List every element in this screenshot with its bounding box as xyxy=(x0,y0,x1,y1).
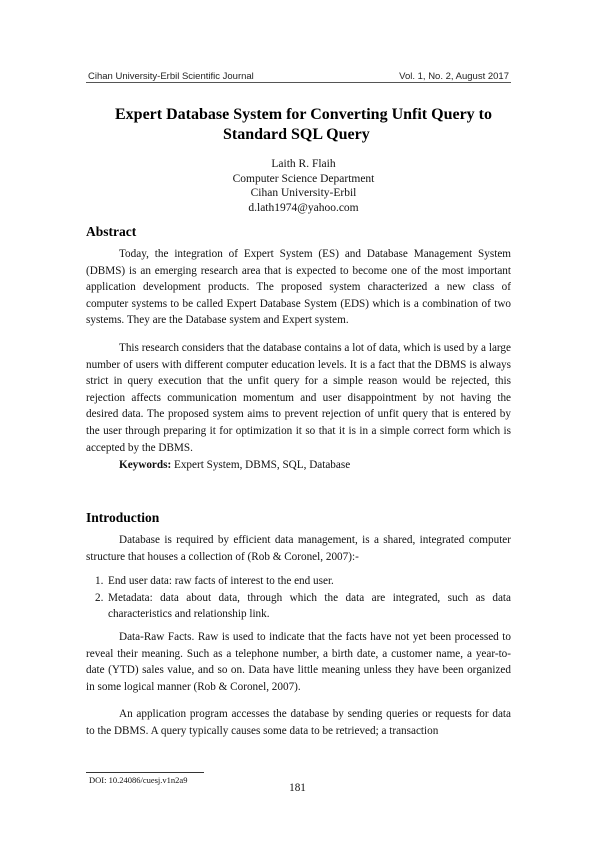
running-header xyxy=(86,66,511,83)
introduction-heading: Introduction xyxy=(86,510,160,525)
intro-paragraph-2: Data-Raw Facts. Raw is used to indicate that the facts have not yet been processed to reveal their meaning. Such as a telephone number, a birth date, a customer name, a year-to-date (YTD) sales value, and so on. Data have little meaning unless they have been organized in some logical manner (Rob & Coronel, 2007). xyxy=(86,631,511,693)
intro-paragraph-1: Database is required by efficient data management, is a shared, integrated computer structure that houses a collection of (Rob & Coronel, 2007):- xyxy=(86,534,511,563)
page-number: 181 xyxy=(289,782,306,794)
list-number: 2. xyxy=(95,591,104,604)
author-department: Computer Science Department xyxy=(232,172,375,185)
intro-paragraph-3: An application program accesses the database by sending queries or requests for data to the DBMS. A query typically causes some data to be retrieved; a transaction xyxy=(86,708,511,737)
keywords-label: Keywords: xyxy=(119,459,172,471)
list-item xyxy=(95,590,511,623)
author-name: Laith R. Flaih xyxy=(271,158,336,170)
keywords-text: Expert System, DBMS, SQL, Database xyxy=(174,459,351,471)
keywords-line xyxy=(119,459,350,471)
abstract-paragraph-2: This research considers that the database contains a lot of data, which is used by a large number of users with different computer education levels. It is a fact that the DBMS is always strict in query execution that the unfit query for a simple reason would be rejected, this rejection affects communication momentum and user disappointment by not having the desired data. The proposed system aims to prevent rejection of unfit query that is entered by the user through preparing it for optimization it so that it is in a simple correct form which is accepted by the DBMS. xyxy=(86,342,511,454)
list-number: 1. xyxy=(95,575,104,587)
intro-list xyxy=(86,573,511,623)
issue-info: Vol. 1, No. 2, August 2017 xyxy=(399,71,509,82)
list-text: Metadata: data about data, through which the data are integrated, such as data characteristics and relationship link. xyxy=(108,591,511,621)
paper-title xyxy=(86,105,511,145)
title-line-1: Expert Database System for Converting Unfit Query to xyxy=(115,106,492,123)
author-affiliation: Cihan University-Erbil xyxy=(250,187,357,199)
doi-footnote: DOI: 10.24086/cuesj.v1n2a9 xyxy=(89,775,188,785)
list-text: End user data: raw facts of interest to the end user. xyxy=(108,575,334,587)
journal-name: Cihan University-Erbil Scientific Journal xyxy=(88,71,254,82)
abstract-heading: Abstract xyxy=(86,224,137,239)
list-item xyxy=(95,573,511,590)
author-block xyxy=(86,157,511,215)
abstract-paragraph-1: Today, the integration of Expert System (ES) and Database Management System (DBMS) is an emerging research area that is expected to become one of the most important application development products. The proposed system characterized a new class of computer systems to be called Expert Database System (EDS) which is a combination of two systems. They are the Database system and Expert system. xyxy=(86,248,511,327)
footnote-divider xyxy=(86,772,204,773)
author-email: d.lath1974@yahoo.com xyxy=(248,201,359,214)
title-line-2: Standard SQL Query xyxy=(223,126,370,143)
